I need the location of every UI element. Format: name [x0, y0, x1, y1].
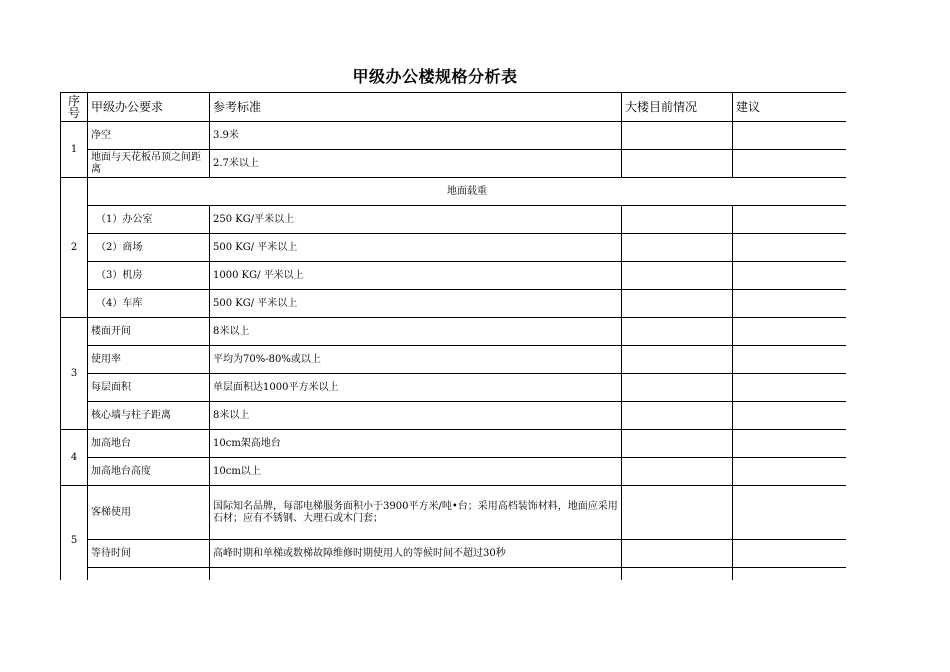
- header-seq: 序号: [61, 93, 88, 122]
- current-cell[interactable]: [622, 486, 733, 540]
- current-cell[interactable]: [622, 150, 733, 178]
- table-row: [61, 402, 847, 430]
- suggestion-cell[interactable]: [733, 290, 847, 318]
- table-row: [61, 540, 847, 568]
- suggestion-cell[interactable]: [733, 458, 847, 486]
- seq-cell: 4: [61, 430, 88, 486]
- standard-cell[interactable]: 国际知名品牌，每部电梯服务面积小于3900平方米/吨•台；采用高档装饰材料，地面应采用石材；应有不锈钢、大理石或木门套；: [210, 486, 622, 540]
- standard-cell[interactable]: 3.9米: [210, 122, 622, 150]
- current-cell[interactable]: [622, 206, 733, 234]
- current-cell[interactable]: [622, 568, 733, 581]
- seq-cell: 2: [61, 178, 88, 318]
- current-cell[interactable]: [622, 458, 733, 486]
- section-header-cell[interactable]: 地面载重: [88, 178, 847, 206]
- table-row: [61, 318, 847, 346]
- requirement-cell[interactable]: 客梯使用: [88, 486, 210, 540]
- suggestion-cell[interactable]: [733, 486, 847, 540]
- requirement-cell[interactable]: 加高地台高度: [88, 458, 210, 486]
- table-row: [61, 234, 847, 262]
- suggestion-cell[interactable]: [733, 122, 847, 150]
- table-row: [61, 430, 847, 458]
- current-cell[interactable]: [622, 540, 733, 568]
- standard-cell[interactable]: 10cm以上: [210, 458, 622, 486]
- standard-cell[interactable]: 10cm架高地台: [210, 430, 622, 458]
- table-row: [61, 568, 847, 581]
- requirement-cell[interactable]: [88, 568, 210, 581]
- suggestion-cell[interactable]: [733, 374, 847, 402]
- suggestion-cell[interactable]: [733, 234, 847, 262]
- current-cell[interactable]: [622, 262, 733, 290]
- suggestion-cell[interactable]: [733, 346, 847, 374]
- requirement-cell[interactable]: 净空: [88, 122, 210, 150]
- current-cell[interactable]: [622, 234, 733, 262]
- current-cell[interactable]: [622, 430, 733, 458]
- table-header-row: [61, 93, 847, 122]
- table-row: [61, 122, 847, 150]
- standard-cell[interactable]: 1000 KG/ 平米以上: [210, 262, 622, 290]
- requirement-cell[interactable]: （1）办公室: [88, 206, 210, 234]
- table-row: [61, 262, 847, 290]
- requirement-cell[interactable]: （4）车库: [88, 290, 210, 318]
- page-title: 甲级办公楼规格分析表: [352, 67, 518, 86]
- suggestion-cell[interactable]: [733, 430, 847, 458]
- header-current: 大楼目前情况: [622, 93, 733, 122]
- header-requirement: 甲级办公要求: [88, 93, 210, 122]
- requirement-cell[interactable]: 加高地台: [88, 430, 210, 458]
- table-row: [61, 290, 847, 318]
- standard-cell[interactable]: 单层面积达1000平方米以上: [210, 374, 622, 402]
- requirement-cell[interactable]: （3）机房: [88, 262, 210, 290]
- current-cell[interactable]: [622, 346, 733, 374]
- requirement-cell[interactable]: （2）商场: [88, 234, 210, 262]
- standard-cell[interactable]: 高峰时期和单梯或数梯故障维修时期使用人的等候时间不超过30秒: [210, 540, 622, 568]
- standard-cell[interactable]: [210, 568, 622, 581]
- standard-cell[interactable]: 500 KG/ 平米以上: [210, 234, 622, 262]
- table-row: [61, 374, 847, 402]
- requirement-cell[interactable]: 核心墙与柱子距离: [88, 402, 210, 430]
- table-row: [61, 346, 847, 374]
- standard-cell[interactable]: 8米以上: [210, 318, 622, 346]
- current-cell[interactable]: [622, 318, 733, 346]
- header-suggestion: 建议: [733, 93, 847, 122]
- table-row: [61, 458, 847, 486]
- standard-cell[interactable]: 250 KG/平米以上: [210, 206, 622, 234]
- current-cell[interactable]: [622, 290, 733, 318]
- standard-cell[interactable]: 2.7米以上: [210, 150, 622, 178]
- standard-cell[interactable]: 8米以上: [210, 402, 622, 430]
- requirement-cell[interactable]: 地面与天花板吊顶之间距离: [88, 150, 210, 178]
- requirement-cell[interactable]: 每层面积: [88, 374, 210, 402]
- table-row: [61, 206, 847, 234]
- standard-cell[interactable]: 500 KG/ 平米以上: [210, 290, 622, 318]
- requirement-cell[interactable]: 楼面开间: [88, 318, 210, 346]
- spec-table: [60, 92, 846, 580]
- suggestion-cell[interactable]: [733, 318, 847, 346]
- suggestion-cell[interactable]: [733, 206, 847, 234]
- current-cell[interactable]: [622, 374, 733, 402]
- seq-cell: 3: [61, 318, 88, 430]
- current-cell[interactable]: [622, 402, 733, 430]
- seq-cell: 5: [61, 486, 88, 581]
- seq-cell: 1: [61, 122, 88, 178]
- requirement-cell[interactable]: 等待时间: [88, 540, 210, 568]
- suggestion-cell[interactable]: [733, 568, 847, 581]
- suggestion-cell[interactable]: [733, 150, 847, 178]
- spec-table-container: [60, 92, 846, 580]
- header-standard: 参考标准: [210, 93, 622, 122]
- suggestion-cell[interactable]: [733, 262, 847, 290]
- table-row: [61, 150, 847, 178]
- table-row: [61, 178, 847, 206]
- standard-cell[interactable]: 平均为70%-80%或以上: [210, 346, 622, 374]
- requirement-cell[interactable]: 使用率: [88, 346, 210, 374]
- current-cell[interactable]: [622, 122, 733, 150]
- suggestion-cell[interactable]: [733, 540, 847, 568]
- table-row: [61, 486, 847, 540]
- suggestion-cell[interactable]: [733, 402, 847, 430]
